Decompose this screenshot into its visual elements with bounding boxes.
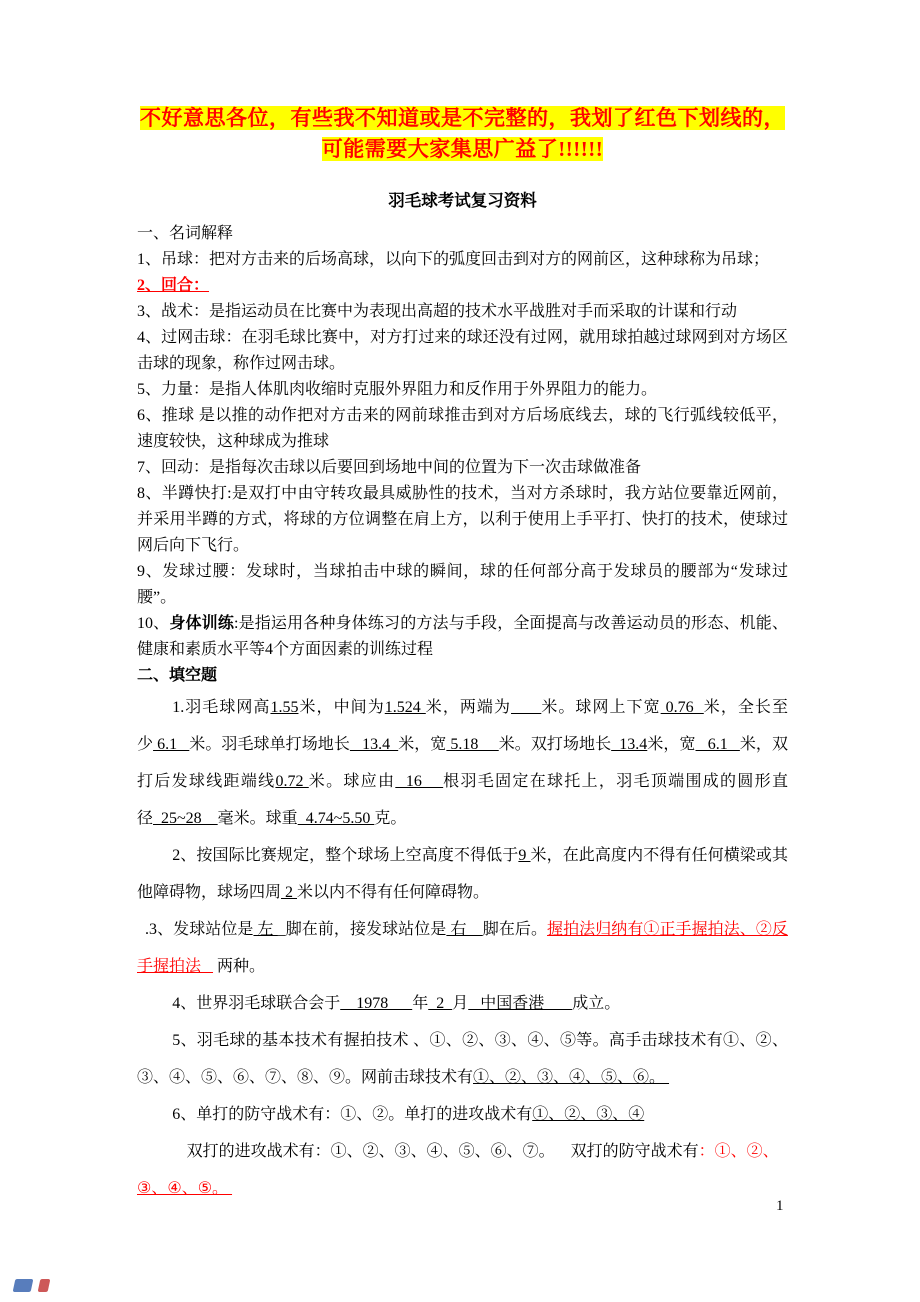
text-segment: 成立。 (572, 995, 621, 1012)
text-segment: 年 (412, 995, 429, 1012)
fill-4 (137, 985, 788, 1022)
text-segment: 两种。 (213, 958, 266, 975)
doc-title (137, 189, 788, 213)
definition-6 (137, 403, 788, 455)
text-segment: 9 (518, 847, 531, 864)
fill-6c (137, 1170, 788, 1207)
text-segment: 8、半蹲快打:是双打中由守转攻最具威胁性的技术，当对方杀球时，我方站位要靠近网前，并采用半蹲的方式，将球的方位调整在肩上方，以利于使用上手平打、快打的技术，使球过网后向下飞行。 (137, 485, 788, 554)
text-segment: 米。羽毛球单打场地长 (189, 736, 350, 753)
text-segment: 0.76 (660, 699, 704, 716)
definition-3 (137, 299, 788, 325)
text-segment: 羽毛球考试复习资料 (388, 191, 537, 210)
text-segment: 中国香港 (468, 995, 573, 1012)
fill-6a (137, 1096, 788, 1133)
text-segment: 6.1 (153, 736, 190, 753)
text-segment: 米。球网上下宽 (541, 699, 661, 716)
definition-9 (137, 559, 788, 611)
watermark-red-shape-icon (38, 1279, 51, 1292)
definition-4 (137, 325, 788, 377)
text-segment: 米，宽 (398, 736, 447, 753)
definition-1 (137, 247, 788, 273)
text-segment: 根羽毛固定在球托上，羽毛顶端围成的圆形直径 (137, 773, 788, 827)
text-segment: 可能需要大家集思广益了!!!!!! (321, 137, 604, 161)
text-segment: 一、名词解释 (137, 225, 234, 242)
text-segment: 10、 (137, 615, 170, 632)
text-segment: 6、推球 是以推的动作把对方击来的网前球推击到对方后场底线去，球的飞行弧线较低平，速度较快，这种球成为推球 (137, 407, 788, 450)
text-segment: 5、力量：是指人体肌肉收缩时克服外界阻力和反作用于外界阻力的能力。 (137, 381, 658, 398)
text-segment: 1.524 (384, 699, 426, 716)
text-segment: :是指运用各种身体练习的方法与手段，全面提高与改善运动员的形态、机能、健康和素质水平等4个方面因素的训练过程 (137, 615, 788, 658)
text-segment: 米，双打后发球线距端线 (137, 736, 788, 790)
text-segment: 2 (281, 884, 298, 901)
text-segment: 13.4 (611, 736, 648, 753)
fill-1 (137, 689, 788, 837)
definition-10 (137, 611, 788, 663)
text-segment: 2、按国际比赛规定，整个球场上空高度不得低于 (172, 847, 519, 864)
text-segment (511, 699, 541, 716)
text-segment: 1.羽毛球网高 (172, 699, 271, 716)
text-segment: 16 (395, 773, 444, 790)
fill-3 (137, 911, 788, 985)
text-segment: 月 (452, 995, 469, 1012)
text-segment: 3、战术：是指运动员在比赛中为表现出高超的技术水平战胜对手而采取的计谋和行动 (137, 303, 738, 320)
text-segment: 1、吊球：把对方击来的后场高球，以向下的弧度回击到对方的网前区，这种球称为吊球； (137, 251, 770, 268)
text-segment: 右 (446, 921, 483, 938)
text-segment: 2 (428, 995, 453, 1012)
watermark-logo (14, 1276, 49, 1294)
fill-5 (137, 1022, 788, 1096)
text-segment: 7、回动：是指每次击球以后要回到场地中间的位置为下一次击球做准备 (137, 459, 642, 476)
text-segment: 米。球应由 (308, 773, 396, 790)
page-number: 1 (776, 1198, 784, 1214)
text-segment: 2、回合： (137, 277, 210, 294)
section1-heading (137, 221, 788, 247)
fill-2 (137, 837, 788, 911)
text-segment: 身体训练 (169, 615, 234, 632)
notice-line-2 (137, 134, 788, 165)
text-segment: 25~28 (153, 810, 218, 827)
document-body (137, 103, 788, 1207)
text-segment: 米，中间为 (298, 699, 385, 716)
text-segment: 米。双打场地长 (498, 736, 612, 753)
text-segment: 米，两端为 (425, 699, 512, 716)
text-segment: 0.72 (275, 773, 309, 790)
text-segment: 克。 (374, 810, 407, 827)
text-segment: ：①、②、 (698, 1143, 779, 1160)
text-segment: 1978 (340, 995, 413, 1012)
text-segment: .3、发球站位是 (145, 921, 254, 938)
text-segment: 米以内不得有任何障碍物。 (297, 884, 490, 901)
text-segment: 左 (253, 921, 278, 938)
text-segment: 米，全长至少 (137, 699, 788, 753)
text-segment: 毫米。球重 (217, 810, 298, 827)
text-segment: 13.4 (349, 736, 399, 753)
text-segment: ①、②、③、④、⑤、⑥。 (473, 1069, 670, 1086)
text-segment: 5.18 (446, 736, 499, 753)
text-segment: 9、发球过腰：发球时，当球拍击中球的瞬间，球的任何部分高于发球员的腰部为“发球过腰”。 (137, 563, 788, 606)
text-segment: 米，宽 (647, 736, 696, 753)
text-segment: _脚在前，接发球站位是 (277, 921, 447, 938)
text-segment: 6、单打的防守战术有：①、②。单打的进攻战术有 (172, 1106, 533, 1123)
text-segment: 不好意思各位，有些我不知道或是不完整的，我划了红色下划线的， (140, 106, 785, 130)
text-segment: 握拍法归纳有①正手握拍法、②反手握拍法 (137, 921, 788, 975)
text-segment: 脚在后。 (482, 921, 548, 938)
watermark-blue-shape-icon (13, 1279, 34, 1292)
text-segment: 1.55 (270, 699, 299, 716)
text-segment: ①、②、③、④ (532, 1106, 645, 1123)
text-segment: ③、④、⑤。 (137, 1180, 233, 1197)
text-segment: 5、羽毛球的基本技术有握拍技术 、①、②、③、④、⑤等。高手击球技术有①、②、③、④、⑤、⑥、⑦、⑧、⑨。网前击球技术有 (137, 1032, 788, 1086)
notice-line-1 (137, 103, 788, 134)
text-segment: 6.1 (695, 736, 740, 753)
text-segment: 双打的进攻战术有：①、②、③、④、⑤、⑥、⑦。 双打的防守战术有 (186, 1143, 699, 1160)
text-segment: 二、填空题 (137, 667, 218, 684)
text-segment: 4、世界羽毛球联合会于 (172, 995, 341, 1012)
section2-heading (137, 663, 788, 689)
definition-2 (137, 273, 788, 299)
definition-5 (137, 377, 788, 403)
definition-7 (137, 455, 788, 481)
text-segment: 4.74~5.50 (297, 810, 375, 827)
fill-6b (137, 1133, 788, 1170)
text-segment: 米，在此高度内不得有任何横梁或其他障碍物，球场四周 (137, 847, 788, 901)
definition-8 (137, 481, 788, 559)
text-segment: 4、过网击球：在羽毛球比赛中，对方打过来的球还没有过网，就用球拍越过球网到对方场区击球的现象，称作过网击球。 (137, 329, 788, 372)
